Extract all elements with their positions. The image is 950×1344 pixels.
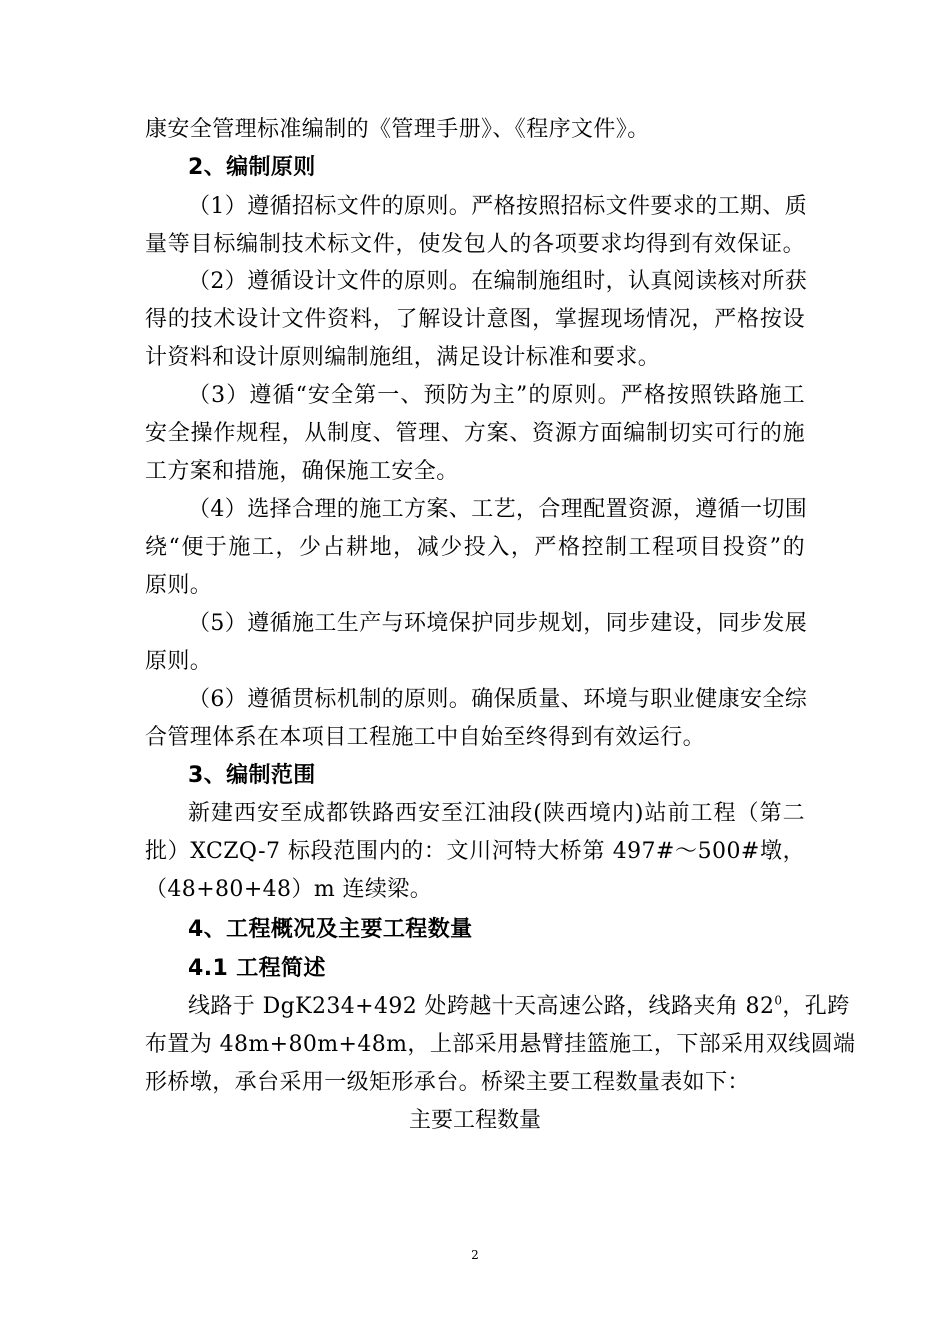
paragraph-line: 安全操作规程，从制度、管理、方案、资源方面编制切实可行的施 [145,421,805,446]
paragraph-line: （6）遵循贯标机制的原则。确保质量、环境与职业健康安全综 [188,687,808,712]
paragraph-line: （3）遵循“安全第一、预防为主”的原则。严格按照铁路施工 [188,383,805,408]
paragraph-line: （48+80+48）m 连续梁。 [145,877,433,902]
paragraph-line: 绕“便于施工，少占耕地，减少投入，严格控制工程项目投资”的 [145,535,805,560]
paragraph-line: 工方案和措施，确保施工安全。 [145,459,459,484]
paragraph-line [188,993,850,1020]
paragraph-line: （4）选择合理的施工方案、工艺，合理配置资源，遵循一切围 [188,497,808,522]
superscript: 0 [774,993,783,1008]
paragraph-line: 得的技术设计文件资料，了解设计意图，掌握现场情况，严格按设 [145,307,805,332]
table-caption: 主要工程数量 [408,1108,541,1133]
page-number: 2 [471,1248,479,1262]
section-heading-2: 2、编制原则 [188,155,316,180]
text-segment: ，孔跨 [782,994,850,1019]
paragraph-line: 形桥墩，承台采用一级矩形承台。桥梁主要工程数量表如下： [145,1070,750,1095]
paragraph-line: 批）XCZQ-7 标段范围内的：文川河特大桥第 497#～500#墩， [145,839,805,864]
paragraph-line: 布置为 48m+80m+48m，上部采用悬臂挂篮施工，下部采用双线圆端 [145,1032,856,1057]
section-heading-4: 4、工程概况及主要工程数量 [188,917,473,942]
paragraph-line: 合管理体系在本项目工程施工中自始至终得到有效运行。 [145,725,706,750]
subsection-heading-4-1: 4.1 工程简述 [188,956,326,981]
paragraph-line: 新建西安至成都铁路西安至江油段(陕西境内)站前工程（第二 [188,801,805,826]
paragraph-line: 原则。 [145,649,213,674]
paragraph-line: （5）遵循施工生产与环境保护同步规划，同步建设，同步发展 [188,611,808,636]
paragraph-line: 原则。 [145,573,213,598]
paragraph-line: （1）遵循招标文件的原则。严格按照招标文件要求的工期、质 [188,194,808,219]
section-heading-3: 3、编制范围 [188,763,316,788]
paragraph-line: 计资料和设计原则编制施组，满足设计标准和要求。 [145,345,661,370]
paragraph-line: （2）遵循设计文件的原则。在编制施组时，认真阅读核对所获 [188,269,808,294]
paragraph-line: 康安全管理标准编制的《管理手册》、《程序文件》。 [145,117,650,142]
paragraph-line: 量等目标编制技术标文件，使发包人的各项要求均得到有效保证。 [145,232,805,257]
text-segment: 线路于 DgK234+492 处跨越十天高速公路，线路夹角 82 [188,994,775,1019]
